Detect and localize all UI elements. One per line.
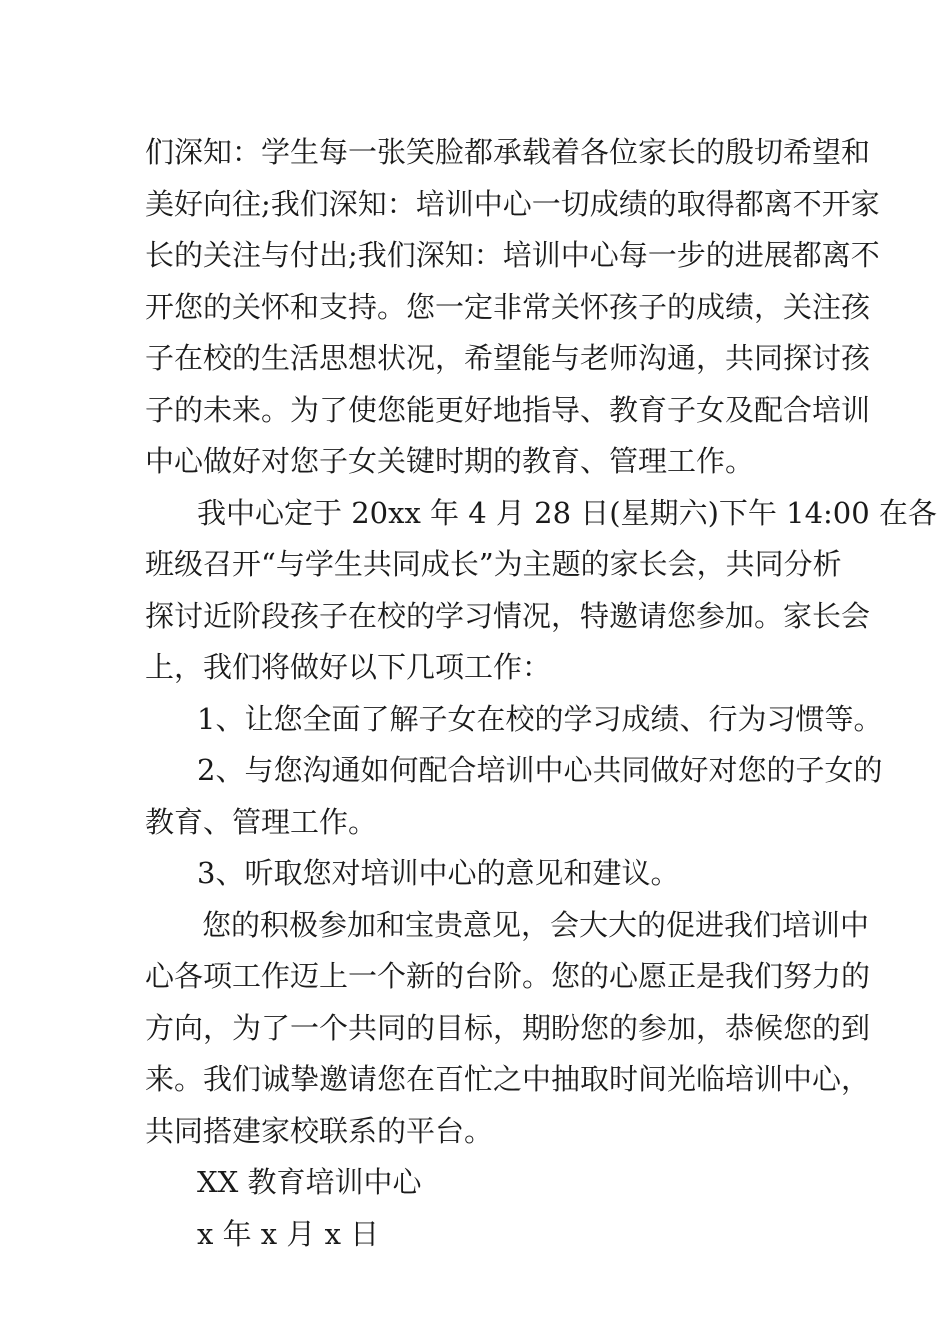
paragraph-line: 们深知：学生每一张笑脸都承载着各位家长的殷切希望和	[145, 135, 871, 169]
paragraph-line: 来。我们诚挚邀请您在百忙之中抽取时间光临培训中心，	[145, 1062, 871, 1096]
list-item-3	[145, 848, 805, 900]
paragraph-line: 心各项工作迈上一个新的台阶。您的心愿正是我们努力的	[145, 959, 871, 993]
paragraph-line: 探讨近阶段孩子在校的学习情况，特邀请您参加。家长会	[145, 598, 871, 633]
paragraph-line: 我中心定于 20xx 年 4 月 28 日(星期六)下午 14:00 在各	[197, 495, 937, 530]
paragraph-line: 子在校的生活思想状况，希望能与老师沟通，共同探讨孩	[145, 341, 871, 375]
paragraph-line: 共同搭建家校联系的平台。	[145, 1113, 494, 1148]
signature-organization: XX 教育培训中心	[197, 1165, 422, 1199]
paragraph-line: 班级召开“与学生共同成长”为主题的家长会，共同分析	[145, 547, 842, 581]
document-body	[145, 127, 937, 1260]
paragraph-line: 教育、管理工作。	[145, 804, 378, 839]
paragraph-line: 您的积极参加和宝贵意见，会大大的促进我们培训中	[202, 907, 870, 942]
paragraph-closing	[145, 900, 871, 1158]
signature-date: x 年 x 月 x 日	[197, 1216, 380, 1251]
list-item-1	[145, 694, 883, 746]
paragraph-line: 开您的关怀和支持。您一定非常关怀孩子的成绩，关注孩	[145, 289, 871, 324]
paragraph-line: 2、与您沟通如何配合培训中心共同做好对您的子女的	[197, 753, 883, 787]
paragraph-line: 上，我们将做好以下几项工作：	[145, 650, 552, 684]
paragraph-1	[145, 127, 880, 488]
paragraph-line: 子的未来。为了使您能更好地指导、教育子女及配合培训	[145, 392, 871, 427]
paragraph-line: 3、听取您对培训中心的意见和建议。	[197, 856, 680, 890]
list-item-2	[145, 745, 883, 848]
paragraph-line: 方向，为了一个共同的目标，期盼您的参加，恭候您的到	[145, 1010, 871, 1045]
paragraph-line: 美好向往;我们深知：培训中心一切成绩的取得都离不开家	[145, 186, 880, 221]
paragraph-line: 长的关注与付出;我们深知：培训中心每一步的进展都离不	[145, 238, 880, 272]
signature	[145, 1157, 805, 1260]
paragraph-line: 中心做好对您子女关键时期的教育、管理工作。	[145, 444, 755, 478]
paragraph-2	[145, 488, 937, 694]
paragraph-line: 1、让您全面了解子女在校的学习成绩、行为习惯等。	[197, 701, 883, 736]
